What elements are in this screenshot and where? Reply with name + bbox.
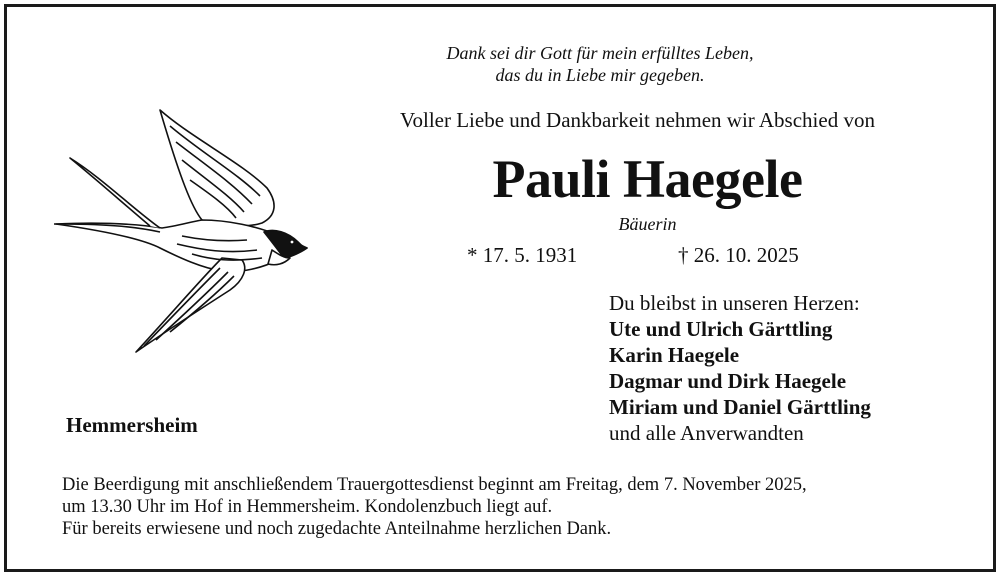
mourners-closing: und alle Anverwandten [609, 421, 804, 445]
swallow-icon [52, 108, 312, 358]
birth-date: * 17. 5. 1931 [467, 243, 578, 267]
mourner-name: Miriam und Daniel Gärttling [609, 395, 871, 419]
mourner-name: Karin Haegele [609, 343, 740, 367]
mourners-list [609, 290, 871, 446]
mourner-name: Dagmar und Dirk Haegele [609, 369, 847, 393]
quote [340, 42, 860, 86]
place-name: Hemmersheim [66, 413, 198, 437]
mourners-heading: Du bleibst in unseren Herzen: [609, 291, 860, 315]
funeral-details [62, 474, 807, 540]
footer-line: um 13.30 Uhr im Hof in Hemmersheim. Kondolenzbuch liegt auf. [62, 497, 553, 517]
quote-line: Dank sei dir Gott für mein erfülltes Leben, [446, 43, 754, 63]
quote-line: das du in Liebe mir gegeben. [495, 65, 705, 85]
death-date: † 26. 10. 2025 [678, 243, 799, 267]
deceased-name: Pauli Haegele [492, 149, 803, 209]
footer-line: Die Beerdigung mit anschließendem Trauergottesdienst beginnt am Freitag, dem 7. November 2025, [62, 475, 807, 495]
occupation: Bäuerin [618, 214, 677, 234]
mourner-name: Ute und Ulrich Gärttling [609, 317, 833, 341]
footer-line: Für bereits erwiesene und noch zugedachte Anteilnahme herzlichen Dank. [62, 519, 612, 539]
intro-text: Voller Liebe und Dankbarkeit nehmen wir Abschied von [400, 108, 875, 132]
